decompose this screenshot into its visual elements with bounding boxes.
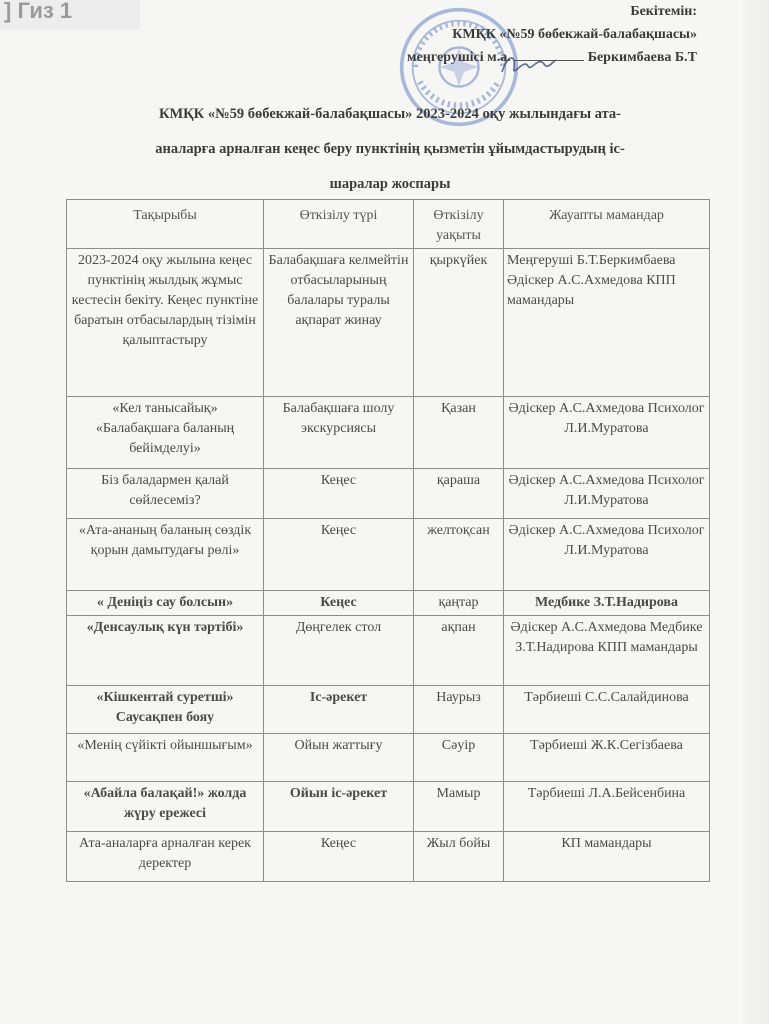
header-responsible: Жауапты мамандар <box>504 200 710 249</box>
cell-time: қаңтар <box>414 591 504 616</box>
title-line-2: аналарға арналған кеңес беру пунктінің қызметін ұйымдастырудың іс- <box>155 141 625 157</box>
title-line-1: КМҚК «№59 бөбекжай-балабақшасы» 2023-2024 оқу жылындағы ата- <box>158 106 622 122</box>
cell-form: Кеңес <box>264 832 414 882</box>
cell-responsible: Әдіскер А.С.Ахмедова Психолог Л.И.Муратова <box>504 519 710 591</box>
document-title <box>90 97 690 202</box>
events-table <box>66 199 710 882</box>
cell-topic: Біз баладармен қалай сөйлесеміз? <box>67 469 264 519</box>
approval-name: Беркимбаева Б.Т <box>587 50 697 65</box>
approval-heading: Бекітемін: <box>630 4 697 19</box>
cell-time: қараша <box>414 469 504 519</box>
table-row <box>67 686 710 734</box>
cell-form: Балабақшаға шолу экскурсиясы <box>264 397 414 469</box>
table-row <box>67 469 710 519</box>
cell-time: Сәуір <box>414 734 504 782</box>
cell-time: Қазан <box>414 397 504 469</box>
cell-form: Балабақшаға келмейтін отбасыларының балалары туралы ақпарат жинау <box>264 249 414 397</box>
signature-line <box>514 47 584 61</box>
cell-responsible: Әдіскер А.С.Ахмедова Медбике З.Т.Надирова КПП мамандары <box>504 616 710 686</box>
cell-form: Кеңес <box>264 519 414 591</box>
cell-topic: « Дeніңіз сау болсын» <box>67 591 264 616</box>
cell-form: Кеңес <box>264 591 414 616</box>
cell-time: Мамыр <box>414 782 504 832</box>
cell-responsible: КП мамандары <box>504 832 710 882</box>
header-form: Өткізілу түрі <box>264 200 414 249</box>
cell-time: Жыл бойы <box>414 832 504 882</box>
approval-organization: КМҚК «№59 бөбекжай-балабақшасы» <box>452 27 697 42</box>
table-row <box>67 616 710 686</box>
cell-responsible: Меңгеруші Б.Т.Беркимбаева Әдіскер А.С.Ахмедова КПП мамандары <box>504 249 710 397</box>
cell-topic: 2023-2024 оқу жылына кеңес пунктінің жылдық жұмыс кестесін бекіту. Кеңес пунктіне баратын отбасылардың тізімін қалыптастыру <box>67 249 264 397</box>
cell-form: Іс-әрекет <box>264 686 414 734</box>
cell-time: желтоқсан <box>414 519 504 591</box>
table-row <box>67 782 710 832</box>
cell-form: Ойын іс-әрекет <box>264 782 414 832</box>
header-time: Өткізілу уақыты <box>414 200 504 249</box>
cell-responsible: Әдіскер А.С.Ахмедова Психолог Л.И.Муратова <box>504 469 710 519</box>
cell-topic: «Кел танысайық» «Балабақшаға баланың бейімделуі» <box>67 397 264 469</box>
header-topic: Тақырыбы <box>67 200 264 249</box>
title-line-3: шаралар жоспары <box>329 176 451 192</box>
table-row <box>67 591 710 616</box>
cell-form: Кеңес <box>264 469 414 519</box>
cell-responsible: Тәрбиеші Л.А.Бейсенбина <box>504 782 710 832</box>
cell-topic: Ата-аналарға арналған керек деректер <box>67 832 264 882</box>
approval-signatory <box>407 46 697 69</box>
cell-topic: «Кішкентай суретші» Саусақпен бояу <box>67 686 264 734</box>
cell-form: Ойын жаттығу <box>264 734 414 782</box>
cell-topic: «Абайла балақай!» жолда жүру ережесі <box>67 782 264 832</box>
cell-topic: «Денсаулық күн тәртібі» <box>67 616 264 686</box>
table-row <box>67 519 710 591</box>
cell-time: Наурыз <box>414 686 504 734</box>
page-edge-shadow <box>739 0 769 1024</box>
cell-topic: «Ата-ананың баланың сөздік қорын дамытудағы рөлі» <box>67 519 264 591</box>
cell-responsible: Медбике З.Т.Надирова <box>504 591 710 616</box>
cell-responsible: Тәрбиеші С.С.Салайдинова <box>504 686 710 734</box>
cell-topic: «Менің сүйікті ойыншығым» <box>67 734 264 782</box>
table-row <box>67 734 710 782</box>
table-row <box>67 397 710 469</box>
approval-block <box>407 0 697 69</box>
cell-responsible: Тәрбиеші Ж.К.Сегізбаева <box>504 734 710 782</box>
approval-position: меңгерушісі м.а. <box>407 50 511 65</box>
cell-responsible: Әдіскер А.С.Ахмедова Психолог Л.И.Муратова <box>504 397 710 469</box>
table-row <box>67 832 710 882</box>
cell-time: қыркүйек <box>414 249 504 397</box>
cell-time: ақпан <box>414 616 504 686</box>
table-row <box>67 249 710 397</box>
cell-form: Дөңгелек стол <box>264 616 414 686</box>
corner-label: ] Гиз 1 <box>0 0 140 30</box>
table-header-row <box>67 200 710 249</box>
